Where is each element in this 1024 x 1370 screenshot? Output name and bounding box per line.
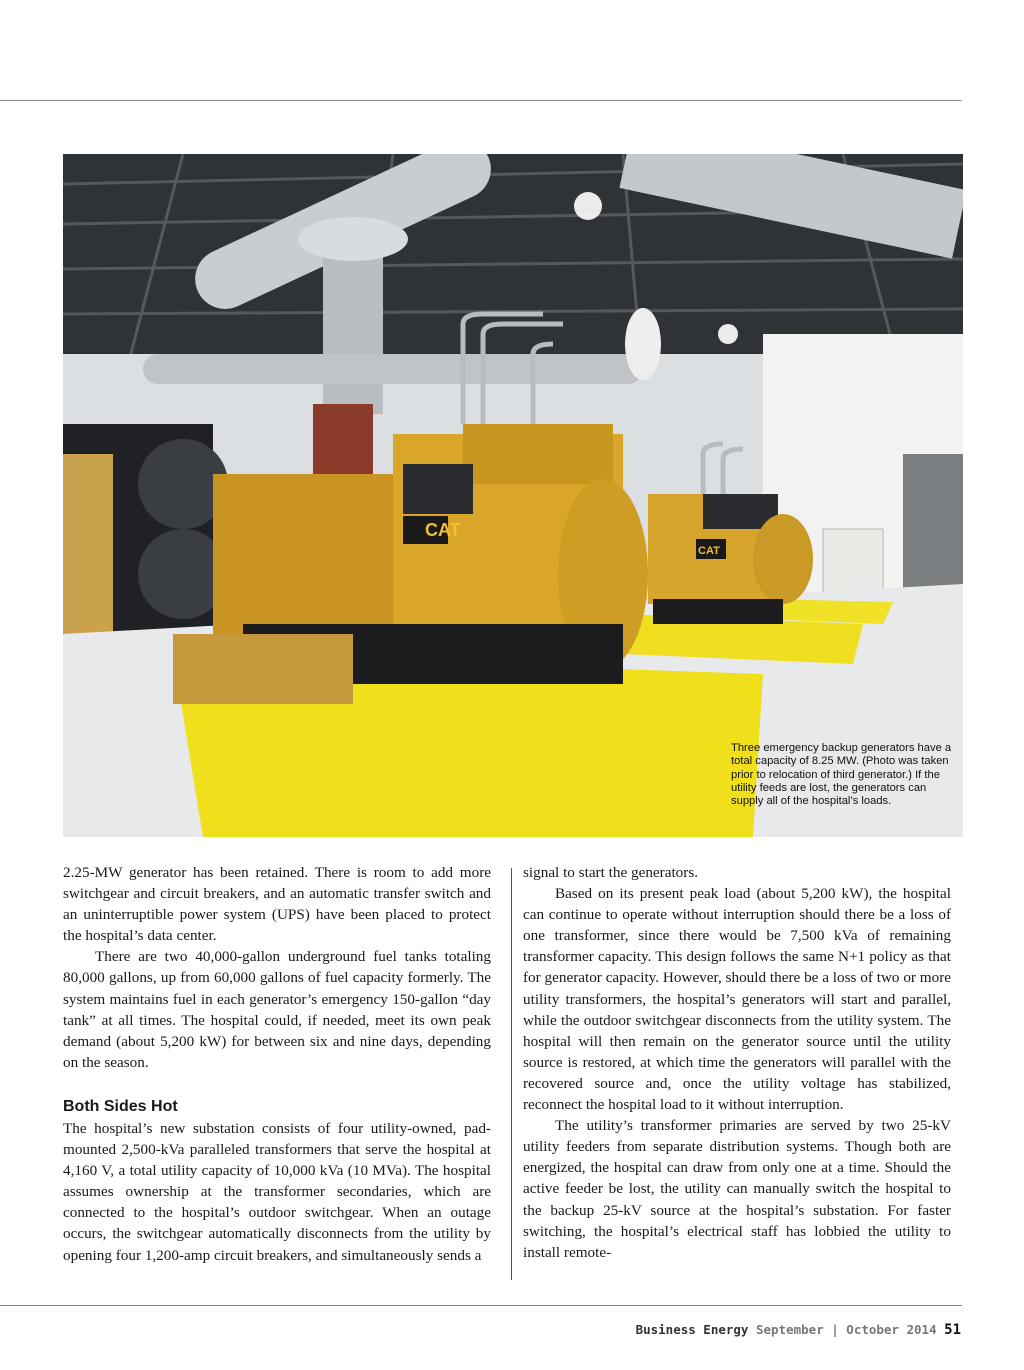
right-paragraph-1: signal to start the generators.: [523, 864, 699, 881]
right-paragraph-2: Based on its present peak load (about 5,200 kW), the hospital can continue to operate without interruption should there be a loss of one transformer, since there would be 7,500 kVa of remaining transformer capacity. This design follows the same N+1 policy as that for generator capacity. However, should there be a loss of two or more utility transformers, the hospital’s generators will start and parallel, while the outdoor switchgear disconnects from the utility system. The hospital will then remain on the generator source until the utility source is restored, at which time the generators will parallel with the recovered source and, once the utility voltage has stabilized, reconnect the hospital load to it without interruption.: [523, 885, 951, 1114]
footer-publication: Business Energy: [635, 1322, 749, 1337]
cat-logo-second: CAT: [698, 545, 720, 557]
section-heading: Both Sides Hot: [63, 1097, 178, 1115]
bottom-rule: [0, 1305, 962, 1306]
left-column: [63, 862, 491, 1266]
page-footer: [636, 1322, 961, 1338]
footer-issue: September | October 2014: [755, 1322, 937, 1337]
right-column: [523, 862, 951, 1263]
top-rule: [0, 100, 962, 101]
left-paragraph-1: 2.25-MW generator has been retained. There is room to add more switchgear and circuit breakers, and an automatic transfer switch and an uninterruptible power system (UPS) have been placed to protect the hospital’s data center.: [63, 864, 491, 945]
photo-caption: Three emergency backup generators have a total capacity of 8.25 MW. (Photo was taken prior to relocation of third generator.) If the utility feeds are lost, the generators can supply all of the hospital’s loads.: [731, 742, 952, 808]
right-paragraph-3: The utility’s transformer primaries are served by two 25-kV utility feeders from separate distribution systems. Though both are energized, the hospital can draw from only one at a time. Should the active feeder be lost, the utility can manually switch the hospital to the backup 25-kV source at the hospital’s substation. For faster switching, the hospital’s electrical staff has lobbied the utility to install remote-: [523, 1117, 951, 1261]
column-divider: [511, 868, 512, 1280]
left-paragraph-2: There are two 40,000-gallon underground fuel tanks totaling 80,000 gallons, up from 60,000 gallons of fuel capacity formerly. The system maintains fuel in each generator’s emergency 150-gallon “day tank” at all times. The hospital could, if needed, meet its own peak demand (about 5,200 kW) for between six and nine days, depending on the season.: [63, 948, 491, 1071]
page-number: 51: [944, 1322, 961, 1338]
generator-room-photo: [63, 154, 963, 837]
left-paragraph-3: The hospital’s new substation consists of four utility-owned, pad-mounted 2,500-kVa paralleled transformers that serve the hospital at 4,160 V, a total utility capacity of 10,000 kVa (10 MVa). The hospital assumes ownership at the transformer secondaries, which are connected to the hospital’s outdoor switchgear. When an outage occurs, the switchgear automatically disconnects from the utility by opening four 1,200-amp circuit breakers, and simultaneously sends a: [63, 1119, 491, 1264]
cat-logo-main: CAT: [425, 520, 461, 540]
